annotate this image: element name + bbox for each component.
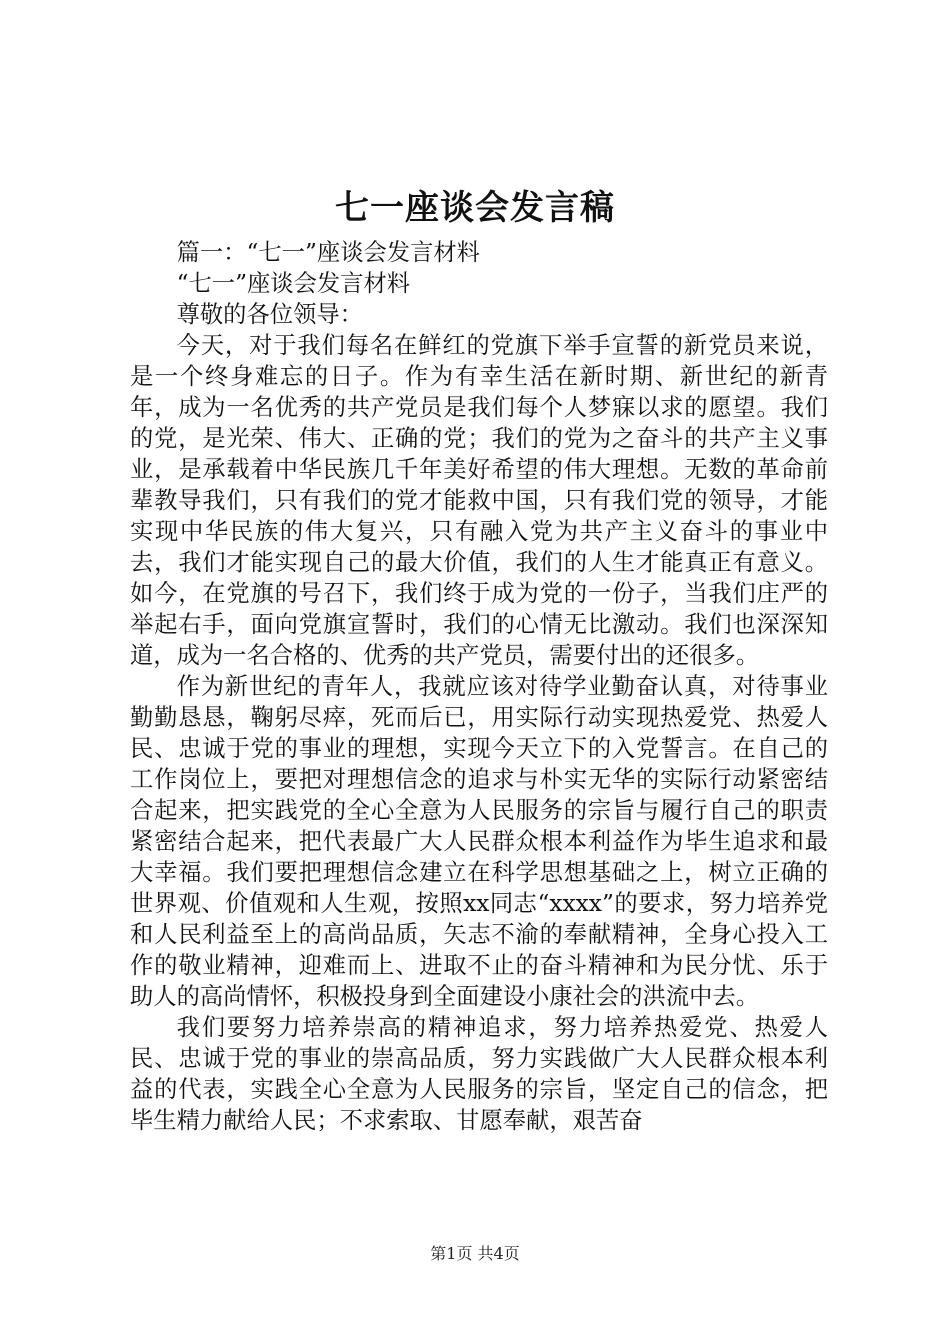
paragraph-body-3: 我们要努力培养崇高的精神追求，努力培养热爱党、热爱人民、忠诚于党的事业的崇高品质，努力实践做广大人民群众根本利益的代表，实践全心全意为人民服务的宗旨，坚定自己的信念，把毕生精力献给人民；不求索取、甘愿奉献，艰苦奋 xyxy=(130,1014,828,1134)
document-body xyxy=(130,237,828,1136)
paragraph-salutation: 尊敬的各位领导： xyxy=(176,301,363,328)
paragraph-body-1: 今天，对于我们每名在鲜红的党旗下举手宣誓的新党员来说，是一个终身难忘的日子。作为有幸生活在新时期、新世纪的新青年，成为一名优秀的共产党员是我们每个人梦寐以求的愿望。我们的党，是光荣、伟大、正确的党；我们的党为之奋斗的共产主义事业，是承载着中华民族几千年美好希望的伟大理想。无数的革命前辈教导我们，只有我们的党才能救中国，只有我们党的领导，才能实现中华民族的伟大复兴，只有融入党为共产主义奋斗的事业中去，我们才能实现自己的最大价值，我们的人生才能真正有意义。如今，在党旗的号召下，我们终于成为党的一份子，当我们庄严的举起右手，面向党旗宣誓时，我们的心情无比激动。我们也深深知道，成为一名合格的、优秀的共产党员，需要付出的还很多。 xyxy=(130,332,828,669)
page-footer: 第1页 共4页 xyxy=(430,1244,520,1263)
paragraph-heading: 篇一：“七一”座谈会发言材料 xyxy=(176,239,480,266)
document-title: 七一座谈会发言稿 xyxy=(335,188,615,228)
paragraph-body-2: 作为新世纪的青年人，我就应该对待学业勤奋认真，对待事业勤勤恳恳，鞠躬尽瘁，死而后已，用实际行动实现热爱党、热爱人民、忠诚于党的事业的理想，实现今天立下的入党誓言。在自己的工作岗位上，要把对理想信念的追求与朴实无华的实际行动紧密结合起来，把实践党的全心全意为人民服务的宗旨与履行自己的职责紧密结合起来，把代表最广大人民群众根本利益作为毕生追求和最大幸福。我们要把理想信念建立在科学思想基础之上，树立正确的世界观、价值观和人生观，按照xx同志“xxxx”的要求，努力培养党和人民利益至上的高尚品质，矢志不渝的奉献精神，全身心投入工作的敬业精神，迎难而上、进取不止的奋斗精神和为民分忧、乐于助人的高尚情怀，积极投身到全面建设小康社会的洪流中去。 xyxy=(130,673,828,1010)
paragraph-subheading: “七一”座谈会发言材料 xyxy=(176,270,411,297)
